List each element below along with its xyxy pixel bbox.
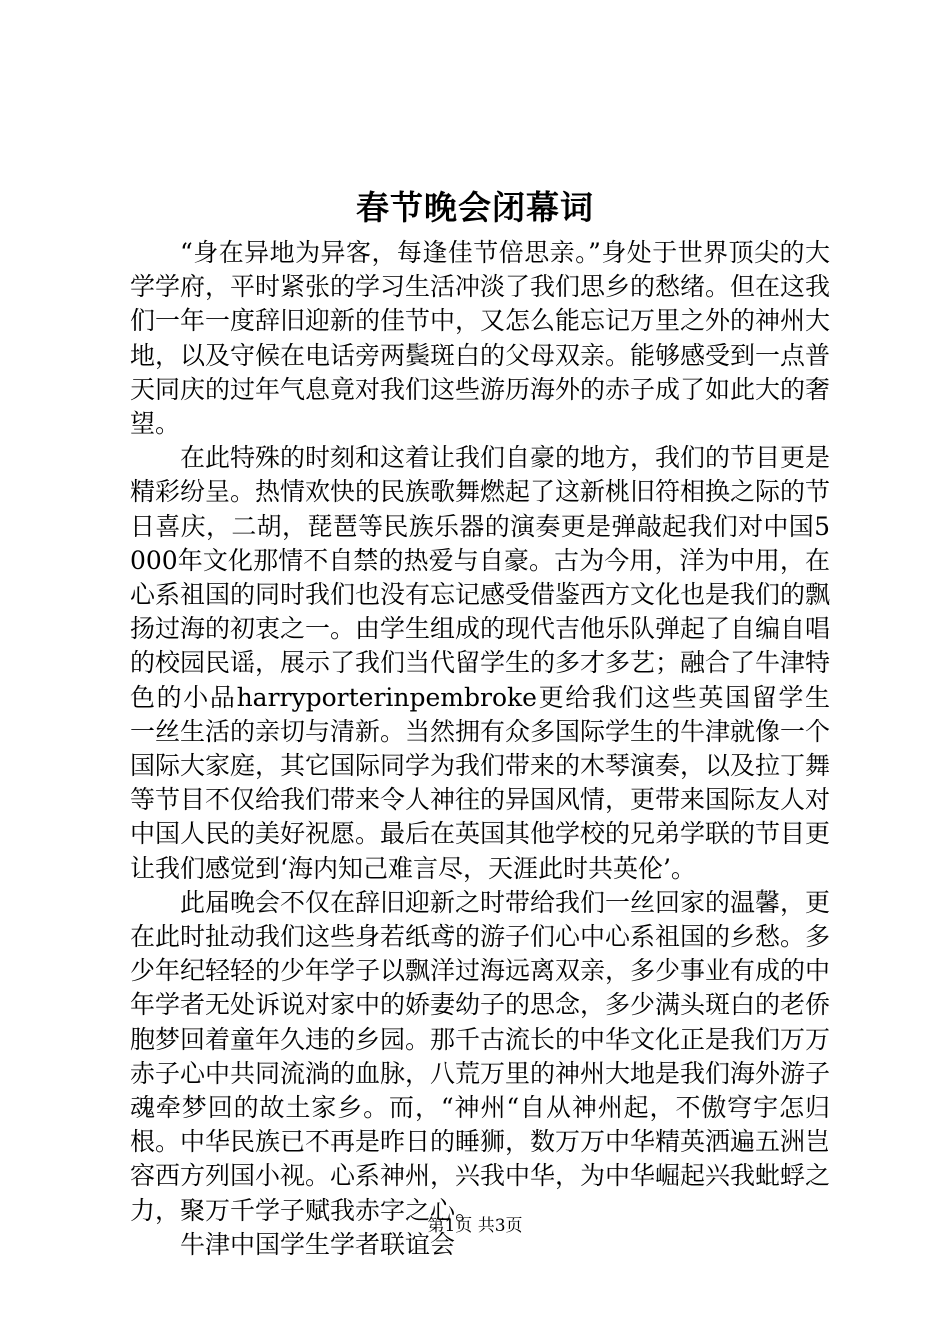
document-body [130, 236, 830, 1262]
paragraph-1: “身在异地为异客，每逢佳节倍思亲。”身处于世界顶尖的大学学府，平时紧张的学习生活冲淡了我们思乡的愁绪。但在这我们一年一度辞旧迎新的佳节中，又怎么能忘记万里之外的神州大地，以及守候在电话旁两鬓斑白的父母双亲。能够感受到一点普天同庆的过年气息竟对我们这些游历海外的赤子成了如此大的奢望。 [130, 238, 831, 439]
signature: 牛津中国学生学者联谊会 [180, 1229, 456, 1259]
paragraph-3: 此届晚会不仅在辞旧迎新之时带给我们一丝回家的温馨，更在此时扯动我们这些身若纸鸢的游子们心中心系祖国的乡愁。多少年纪轻轻的少年学子以飘洋过海远离双亲，多少事业有成的中年学者无处诉说对家中的娇妻幼子的思念，多少满头斑白的老侨胞梦回着童年久违的乡园。那千古流长的中华文化正是我们万万赤子心中共同流淌的血脉，八荒万里的神州大地是我们海外游子魂牵梦回的故土家乡。而，“神州“自从神州起，不傲穹宇怎归根。中华民族已不再是昨日的睡狮，数万万中华精英洒遍五洲岂容西方列国小视。心系神州，兴我中华，为中华崛起兴我蚍蜉之力，聚万千学子赋我赤字之心。 [130, 887, 831, 1225]
paragraph-2: 在此特殊的时刻和这着让我们自豪的地方，我们的节目更是精彩纷呈。热情欢快的民族歌舞燃起了这新桃旧符相换之际的节日喜庆，二胡，琵琶等民族乐器的演奏更是弹敲起我们对中国5000年文化那情不自禁的热爱与自豪。古为今用，洋为中用，在心系祖国的同时我们也没有忘记感受借鉴西方文化也是我们的飘扬过海的初衷之一。由学生组成的现代吉他乐队弹起了自编自唱的校园民谣，展示了我们当代留学生的多才多艺；融合了牛津特色的小品harryporterinpembroke更给我们这些英国留学生一丝生活的亲切与清新。当然拥有众多国际学生的牛津就像一个国际大家庭，其它国际同学为我们带来的木琴演奏，以及拉丁舞等节目不仅给我们带来令人神往的异国风情，更带来国际友人对中国人民的美好祝愿。最后在英国其他学校的兄弟学联的节目更让我们感觉到‘海内知己难言尽，天涯此时共英伦’。 [130, 443, 831, 883]
document-title: 春节晚会闭幕词 [356, 188, 594, 227]
page-number: 第1页 共3页 [427, 1216, 523, 1236]
